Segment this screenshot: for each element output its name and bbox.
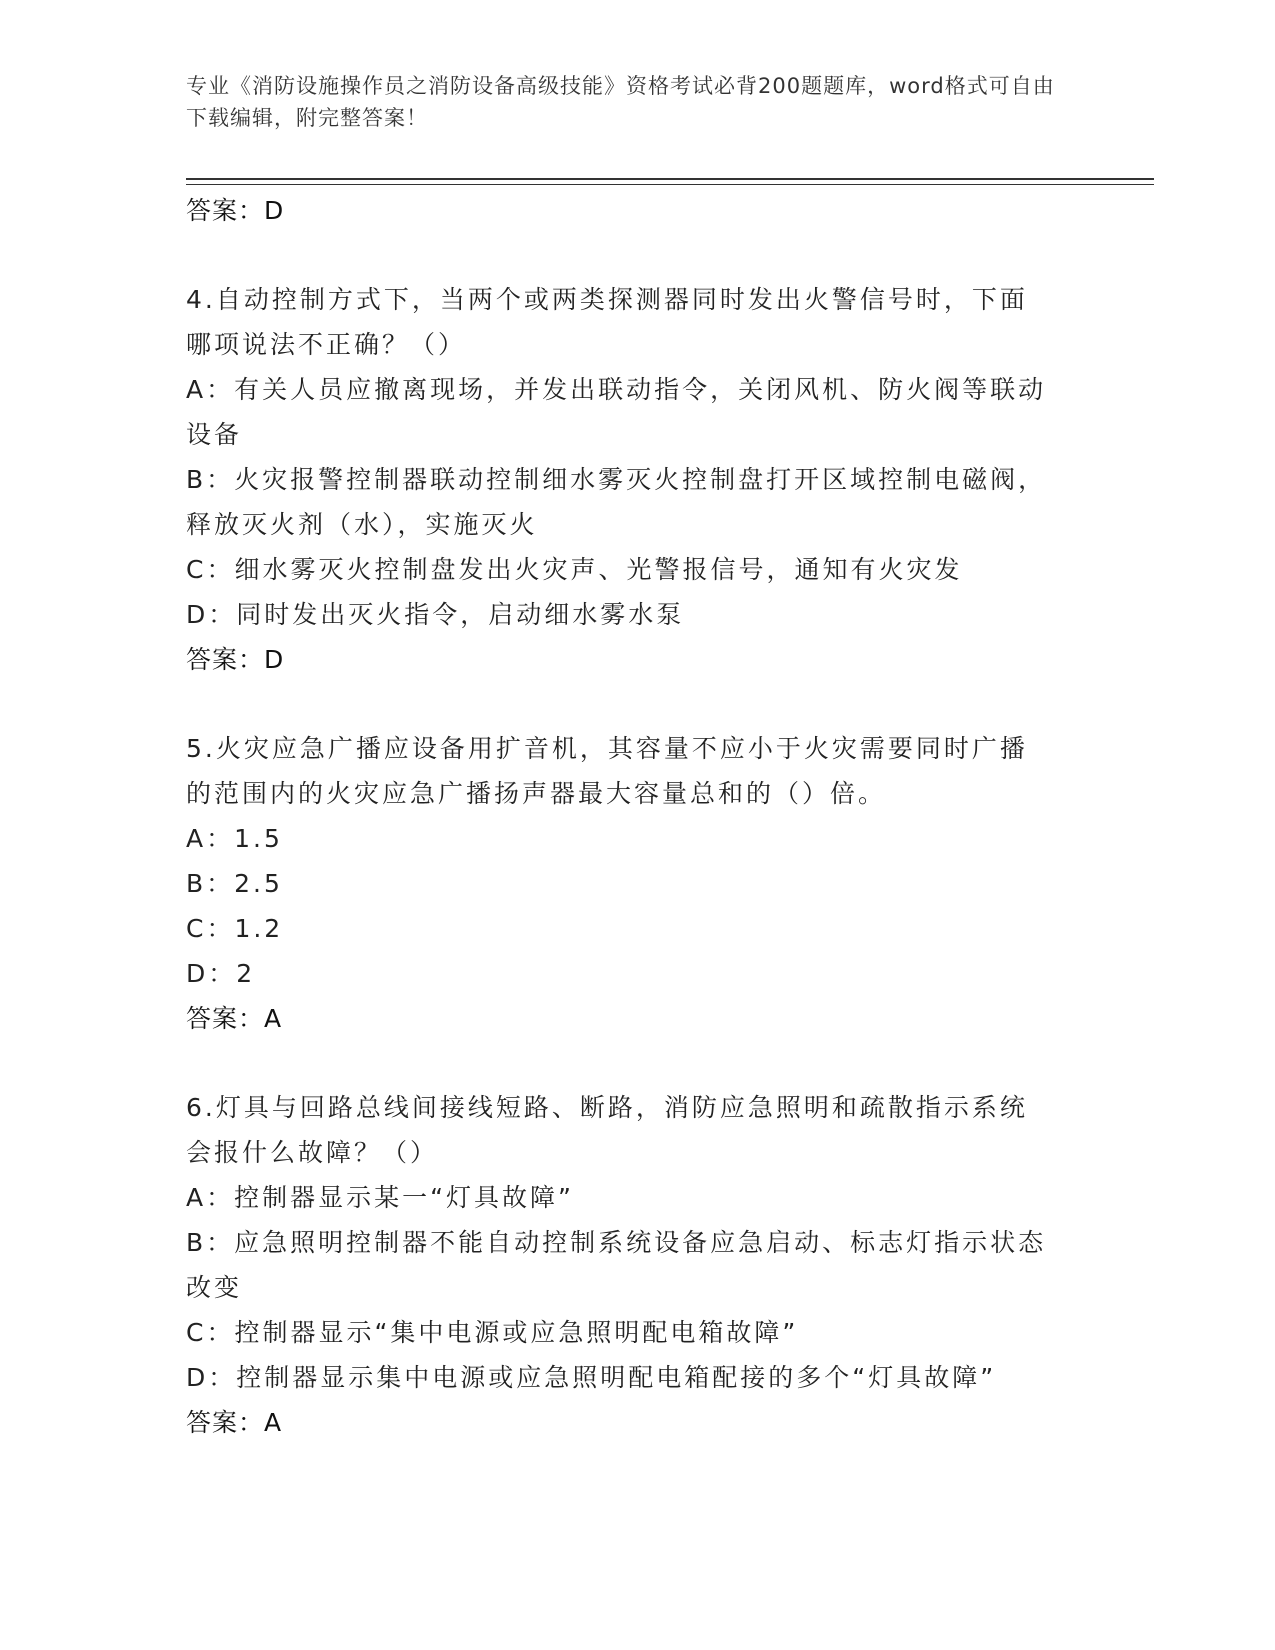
option-d-line: D：2 bbox=[186, 959, 256, 988]
question-list bbox=[186, 188, 1086, 1445]
question-stem-line: 的范围内的火灾应急广播扬声器最大容量总和的（）倍。 bbox=[186, 779, 887, 808]
header-divider-thick bbox=[186, 178, 1154, 180]
option-d-line: D：控制器显示集中电源或应急照明配电箱配接的多个“灯具故障” bbox=[186, 1363, 997, 1392]
option-a-line: A：1.5 bbox=[186, 824, 283, 853]
answer-line: 答案：D bbox=[186, 645, 285, 674]
option-d-line: D：同时发出灭火指令，启动细水雾水泵 bbox=[186, 600, 685, 629]
question-5 bbox=[186, 726, 1086, 1041]
header-divider-thin bbox=[186, 184, 1154, 185]
option-a-line: A：控制器显示某一“灯具故障” bbox=[186, 1183, 575, 1212]
question-stem-line: 4.自动控制方式下，当两个或两类探测器同时发出火警信号时，下面 bbox=[186, 285, 1028, 314]
option-a-line: 设备 bbox=[186, 420, 243, 449]
question-stem-line: 哪项说法不正确？（） bbox=[186, 330, 467, 359]
option-c-line: C：细水雾灭火控制盘发出火灾声、光警报信号，通知有火灾发 bbox=[186, 555, 963, 584]
question-6 bbox=[186, 1085, 1086, 1445]
question-stem-line: 会报什么故障？（） bbox=[186, 1138, 439, 1167]
answer-line: 答案：D bbox=[186, 196, 285, 225]
option-c-line: C：1.2 bbox=[186, 914, 284, 943]
option-b-line: B：火灾报警控制器联动控制细水雾灭火控制盘打开区域控制电磁阀， bbox=[186, 465, 1047, 494]
answer-line: 答案：A bbox=[186, 1004, 283, 1033]
question-4 bbox=[186, 277, 1086, 682]
header-text: 专业《消防设施操作员之消防设备高级技能》资格考试必背200题题库，word格式可自由下载编辑，附完整答案！ bbox=[186, 74, 1055, 130]
question-stem-line: 5.火灾应急广播应设备用扩音机，其容量不应小于火灾需要同时广播 bbox=[186, 734, 1028, 763]
option-b-line: 改变 bbox=[186, 1273, 243, 1302]
question-stem-line: 6.灯具与回路总线间接线短路、断路，消防应急照明和疏散指示系统 bbox=[186, 1093, 1028, 1122]
option-c-line: C：控制器显示“集中电源或应急照明配电箱故障” bbox=[186, 1318, 799, 1347]
answer-line: 答案：A bbox=[186, 1408, 283, 1437]
option-b-line: 释放灭火剂（水），实施灭火 bbox=[186, 510, 538, 539]
option-b-line: B：2.5 bbox=[186, 869, 283, 898]
document-header bbox=[186, 70, 1066, 134]
option-b-line: B：应急照明控制器不能自动控制系统设备应急启动、标志灯指示状态 bbox=[186, 1228, 1047, 1257]
option-a-line: A：有关人员应撤离现场，并发出联动指令，关闭风机、防火阀等联动 bbox=[186, 375, 1047, 404]
